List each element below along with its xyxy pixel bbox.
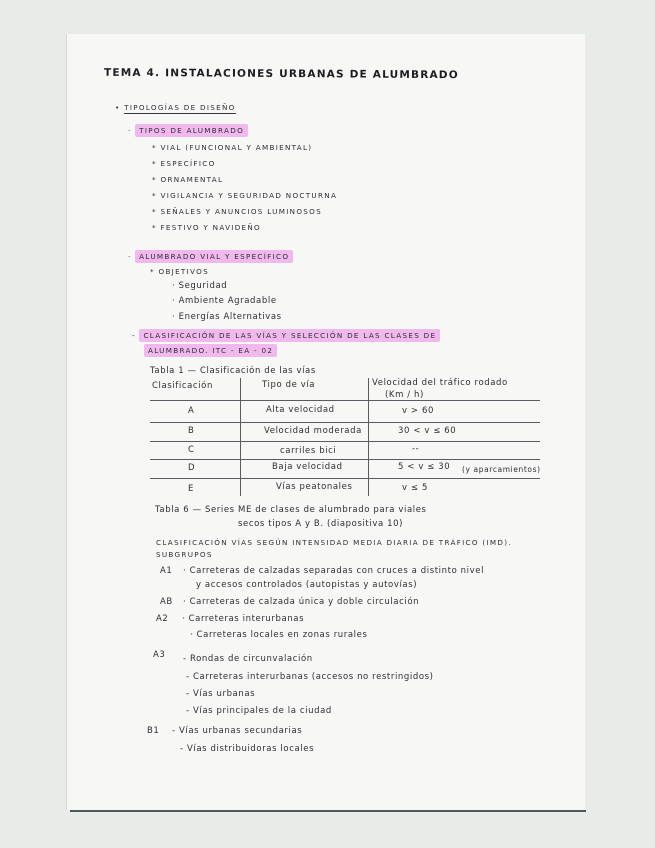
table-row-type: carriles bici [280,446,337,456]
type-item: * ORNAMENTAL [152,175,224,184]
table6-caption-line2: secos tipos A y B. (diapositiva 10) [238,519,404,529]
subgroup-prefix: AB [160,597,173,607]
table-row-speed: 5 < v ≤ 30 [398,462,451,472]
page-bottom-rule [70,810,586,812]
table-row-rule [150,422,540,423]
subheading-tipos: · TIPOS DE ALUMBRADO [128,126,248,135]
table-row-class: D [188,463,196,473]
objective-item: · Energías Alternativas [172,312,282,322]
objective-item: · Seguridad [172,281,228,291]
table-header-rule [150,400,540,401]
table-row-type: Vías peatonales [276,482,353,492]
type-item: * ESPECÍFICO [152,159,216,168]
table-row-type: Velocidad moderada [264,426,362,436]
section-tipologias: • TIPOLOGÍAS DE DISEÑO [115,103,236,112]
imd-heading: CLASIFICACIÓN VÍAS SEGÚN INTENSIDAD MEDIA DIARIA DE TRÁFICO (IMD). [156,538,512,547]
imd-subgroups-label: SUBGRUPOS [156,550,213,559]
subgroup-item: - Rondas de circunvalación [183,654,313,664]
table-row-speed: v ≤ 5 [402,483,428,493]
subgroup-code: A1 [160,566,173,576]
page-title: TEMA 4. INSTALACIONES URBANAS DE ALUMBRADO [103,66,459,82]
table-row-note: (y aparcamientos) [462,465,541,474]
table-header-unit: (Km / h) [385,390,424,400]
table6-caption: Tabla 6 — Series ME de clases de alumbrado para viales [155,505,427,515]
table-row-type: Alta velocidad [266,405,335,415]
subgroup-item: · Carreteras interurbanas [182,614,305,624]
subgroup-item: - Carreteras interurbanas (accesos no restringidos) [186,672,434,682]
subheading-alumbrado-vial: · ALUMBRADO VIAL Y ESPECÍFICO [128,252,293,261]
subgroup-item: · Carreteras locales en zonas rurales [190,630,368,640]
table-column-divider [240,378,241,496]
subgroup-item: - Vías urbanas secundarias [172,726,303,736]
table-row-class: A [188,406,195,416]
subgroup-item: - Vías distribuidoras locales [180,744,315,754]
table-row-speed: -- [412,444,420,454]
table-row-class: E [188,484,194,494]
subgroup-code: A3 [153,650,166,660]
table-row-type: Baja velocidad [272,462,343,472]
subgroup-item: - Vías principales de la ciudad [186,706,332,716]
table-row-class: B [188,426,195,436]
table-caption: Tabla 1 — Clasificación de las vías [150,366,316,376]
table-row-rule [150,478,540,479]
table-header-clasificacion: Clasificación [152,381,213,391]
table-row-speed: 30 < v ≤ 60 [398,426,457,436]
type-item: * VIGILANCIA Y SEGURIDAD NOCTURNA [152,191,338,200]
objective-item: · Ambiente Agradable [172,296,277,306]
objectives-label: * OBJETIVOS [150,267,209,276]
subgroup-code: B1 [147,726,160,736]
subgroup-code: A2 [156,614,169,624]
subgroup-item: · Carreteras de calzadas separadas con cruces a distinto nivel [183,566,485,576]
table-row-rule [150,441,540,442]
subgroup-item: · Carreteras de calzada única y doble circulación [183,597,420,607]
table-column-divider [368,378,369,496]
table-row-class: C [188,445,195,455]
table-row-rule [150,459,540,460]
subheading-clasificacion-line2: ALUMBRADO. ITC - EA - 02 [144,346,277,355]
table-header-velocidad: Velocidad del tráfico rodado [372,378,508,388]
type-item: * VIAL (FUNCIONAL Y AMBIENTAL) [152,143,313,152]
subheading-clasificacion: - CLASIFICACIÓN DE LAS VÍAS Y SELECCIÓN DE LAS CLASES DE [132,331,440,340]
type-item: * SEÑALES Y ANUNCIOS LUMINOSOS [152,207,322,216]
subgroup-item: - Vías urbanas [186,689,256,699]
table-header-tipo: Tipo de vía [262,380,316,390]
subgroup-item: y accesos controlados (autopistas y autovías) [196,580,418,590]
type-item: * FESTIVO Y NAVIDEÑO [152,223,262,232]
table-row-speed: v > 60 [402,406,434,416]
